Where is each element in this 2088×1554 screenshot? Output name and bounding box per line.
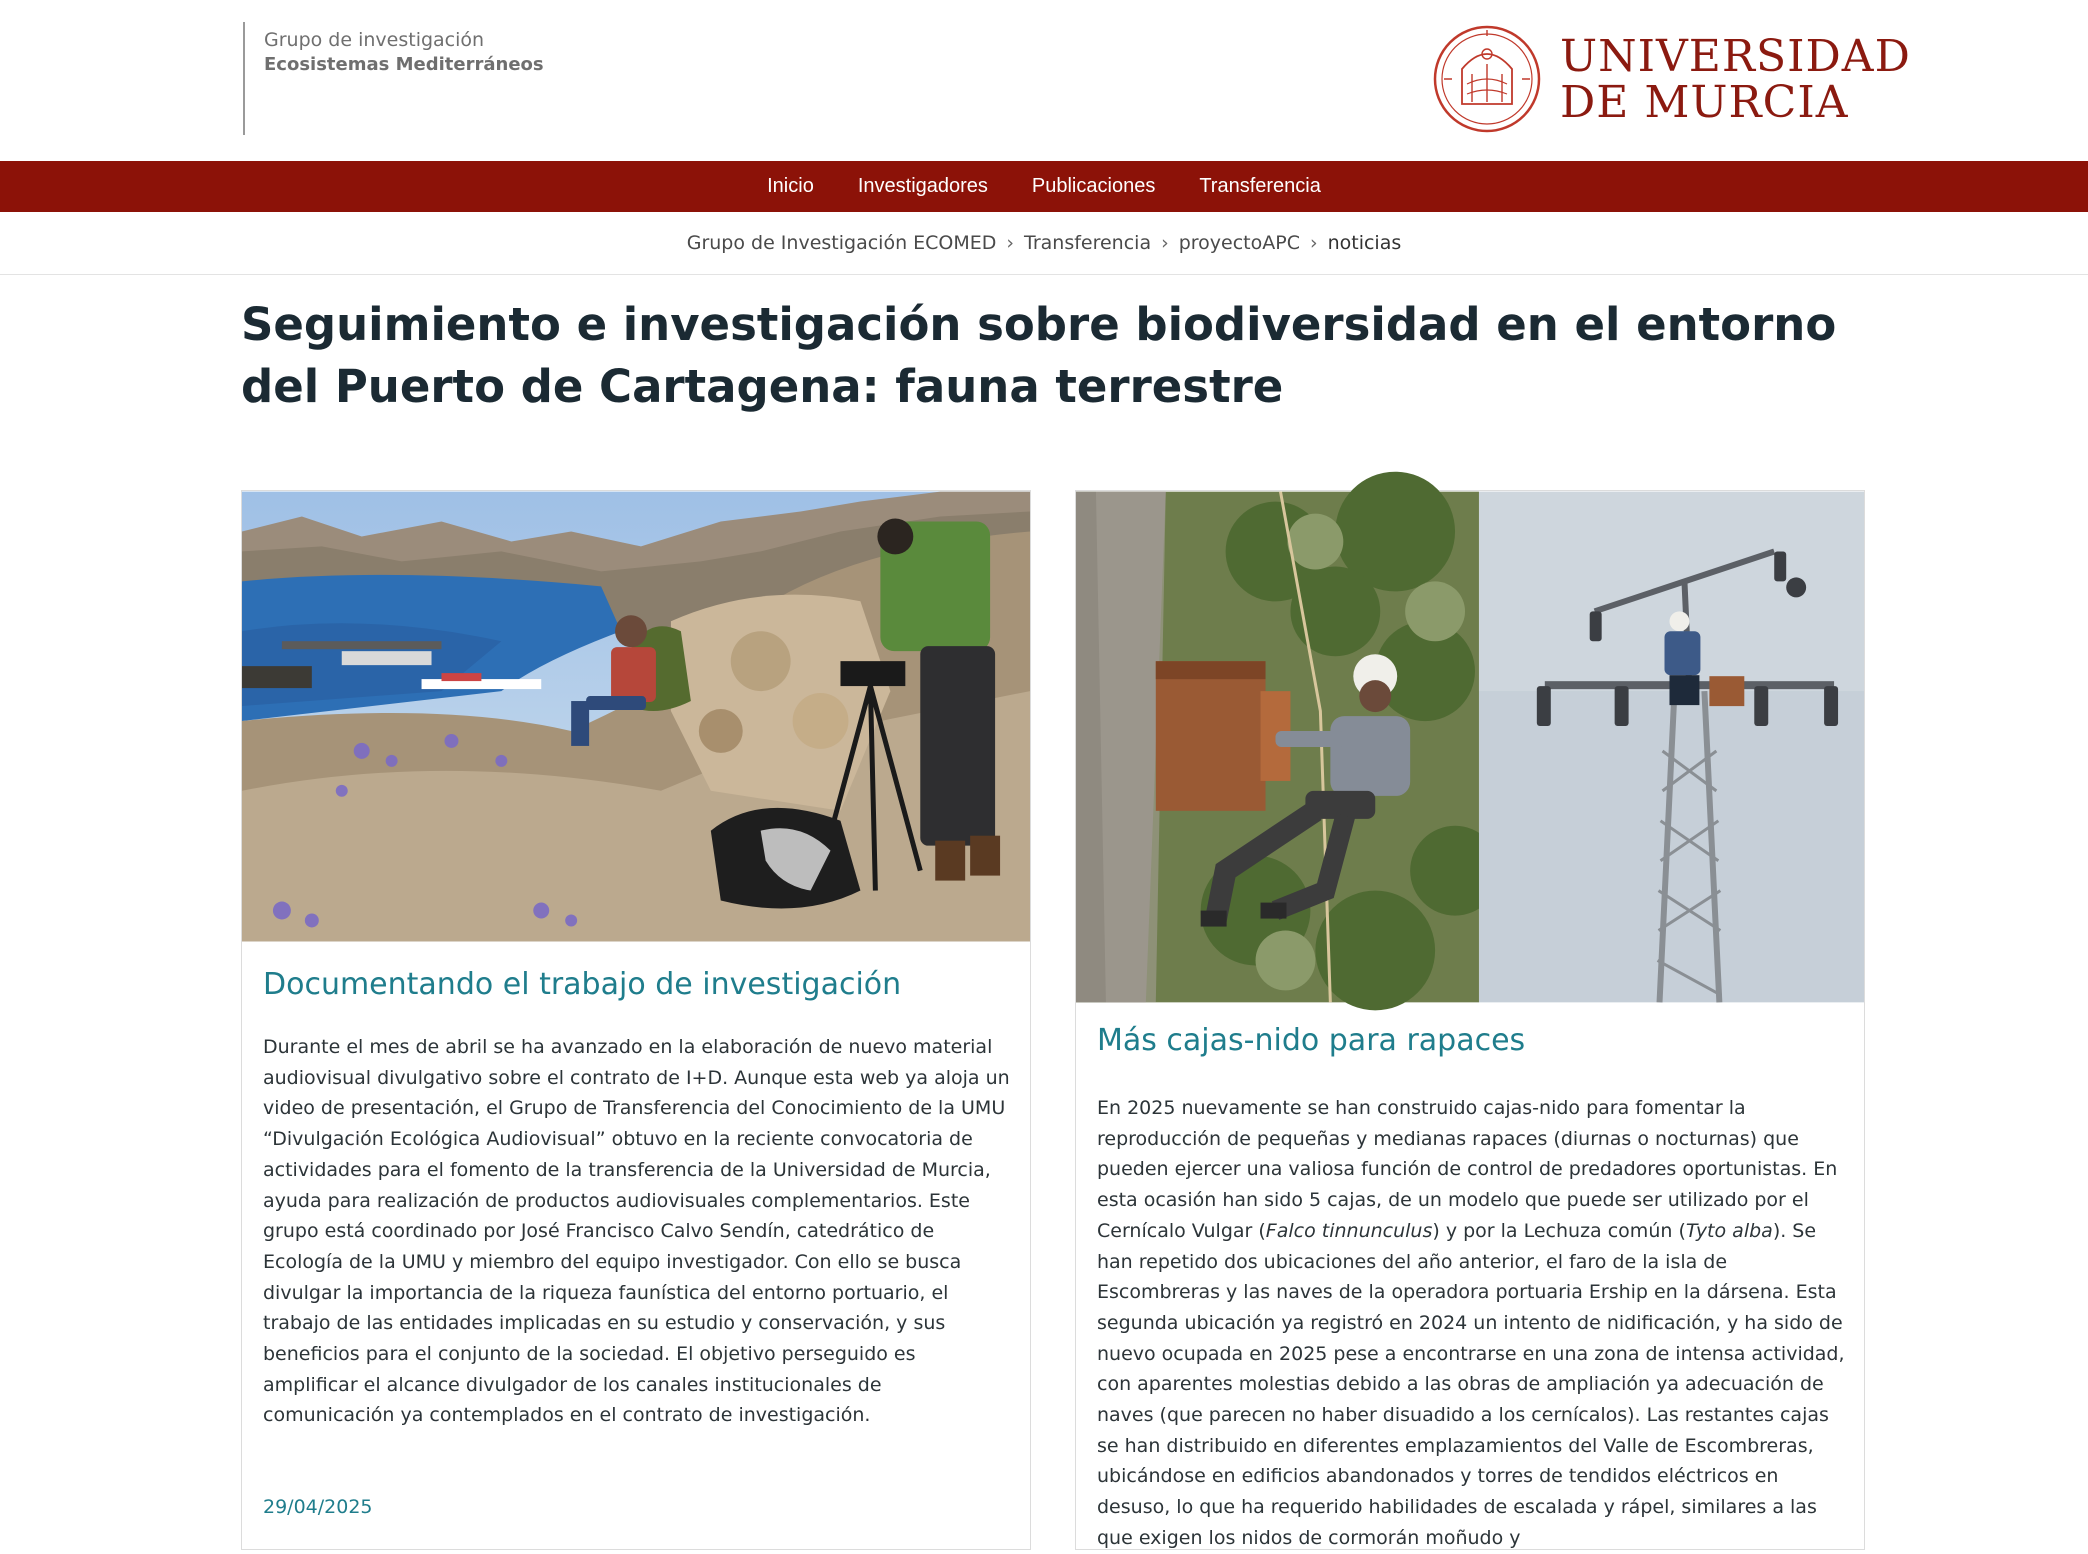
chevron-right-icon: ›	[1309, 232, 1318, 254]
nav-item-publicaciones[interactable]: Publicaciones	[1031, 175, 1156, 197]
species-name: Falco tinnunculus	[1265, 1219, 1433, 1242]
nav-item-investigadores[interactable]: Investigadores	[857, 175, 988, 197]
page-title: Seguimiento e investigación sobre biodiversidad en el entorno del Puerto de Cartagena: fauna terrestre	[241, 298, 1837, 413]
news-card-cajas-nido	[1075, 490, 1865, 1550]
university-seal-icon[interactable]	[1432, 24, 1542, 134]
breadcrumb-item-ecomed[interactable]: Grupo de Investigación ECOMED	[686, 232, 997, 254]
article-body-text: ). Se han repetido dos ubicaciones del año anterior, el faro de la isla de Escombreras y las naves de la operadora portuaria Ership en la dársena. Esta segunda ubicación ya registró en 2024 un intento de nidificación, y ha sido de nuevo ocupada en 2025 pese a encontrarse en una zona de intensa actividad, con aparentes molestias debido a las obras de ampliación ya adecuación de naves (que parecen no haber disuadido a los cernícalos). Las restantes cajas se han distribuido en diferentes emplazamientos del Valle de Escombreras, ubicándose en edificios abandonados y torres de tendidos eléctricos en desuso, lo que ha requerido habilidades de escalada y rápel, similares a las que exigen los nidos de cormorán moñudo y	[1097, 1219, 1845, 1549]
filming-landscape-photo[interactable]	[242, 491, 1030, 942]
article-date: 29/04/2025	[263, 1496, 373, 1518]
article-body-text: En 2025 nuevamente se han construido cajas-nido para fomentar la reproducción de pequeñas y medianas rapaces (diurnas o nocturnas) que pueden ejercer una valiosa función de control de predadores oportunistas. En esta ocasión han sido 5 cajas, de un modelo que puede ser utilizado por el Cernícalo Vulgar (	[1097, 1097, 1838, 1242]
article-title[interactable]: Documentando el trabajo de investigación	[263, 967, 902, 1002]
site-header	[0, 0, 2088, 161]
group-name: Ecosistemas Mediterráneos	[264, 54, 544, 75]
article-title[interactable]: Más cajas-nido para rapaces	[1097, 1023, 1526, 1058]
article-body	[1097, 1093, 1847, 1554]
nav-item-transferencia[interactable]: Transferencia	[1199, 175, 1321, 197]
group-label: Grupo de investigación	[264, 29, 485, 51]
breadcrumb-current: noticias	[1327, 232, 1402, 254]
nav-item-inicio[interactable]: Inicio	[767, 175, 814, 197]
breadcrumb-item-transferencia[interactable]: Transferencia	[1024, 232, 1152, 254]
main-nav	[0, 161, 2088, 212]
nest-box-installation-photo[interactable]	[1076, 491, 1864, 1003]
university-name-line1: UNIVERSIDAD	[1560, 31, 1911, 82]
chevron-right-icon: ›	[1006, 232, 1015, 254]
news-card-documentando	[241, 490, 1031, 1550]
article-body: Durante el mes de abril se ha avanzado en la elaboración de nuevo material audiovisual divulgativo sobre el contrato de I+D. Aunque esta web ya aloja un video de presentación, el Grupo de Transferencia del Conocimiento de la UMU “Divulgación Ecológica Audiovisual” obtuvo en la reciente convocatoria de actividades para el fomento de la transferencia de la Universidad de Murcia, ayuda para realización de productos audiovisuales complementarios. Este grupo está coordinado por José Francisco Calvo Sendín, catedrático de Ecología de la UMU y miembro del equipo investigador. Con ello se busca divulgar la importancia de la riqueza faunística del entorno portuario, el trabajo de las entidades implicadas en su estudio y conservación, y sus beneficios para el conjunto de la sociedad. El objetivo perseguido es amplificar el alcance divulgador de los canales institucionales de comunicación ya contemplados en el contrato de investigación.	[263, 1036, 1010, 1427]
breadcrumb-item-proyectoapc[interactable]: proyectoAPC	[1178, 232, 1300, 254]
university-name-line2: DE MURCIA	[1560, 77, 1849, 128]
research-group-brand[interactable]	[243, 22, 544, 135]
breadcrumb	[0, 212, 2088, 275]
university-logo-text[interactable]	[1560, 31, 1911, 128]
chevron-right-icon: ›	[1161, 232, 1169, 254]
article-body-text: ) y por la Lechuza común (	[1432, 1219, 1686, 1242]
species-name: Tyto alba	[1685, 1219, 1773, 1242]
